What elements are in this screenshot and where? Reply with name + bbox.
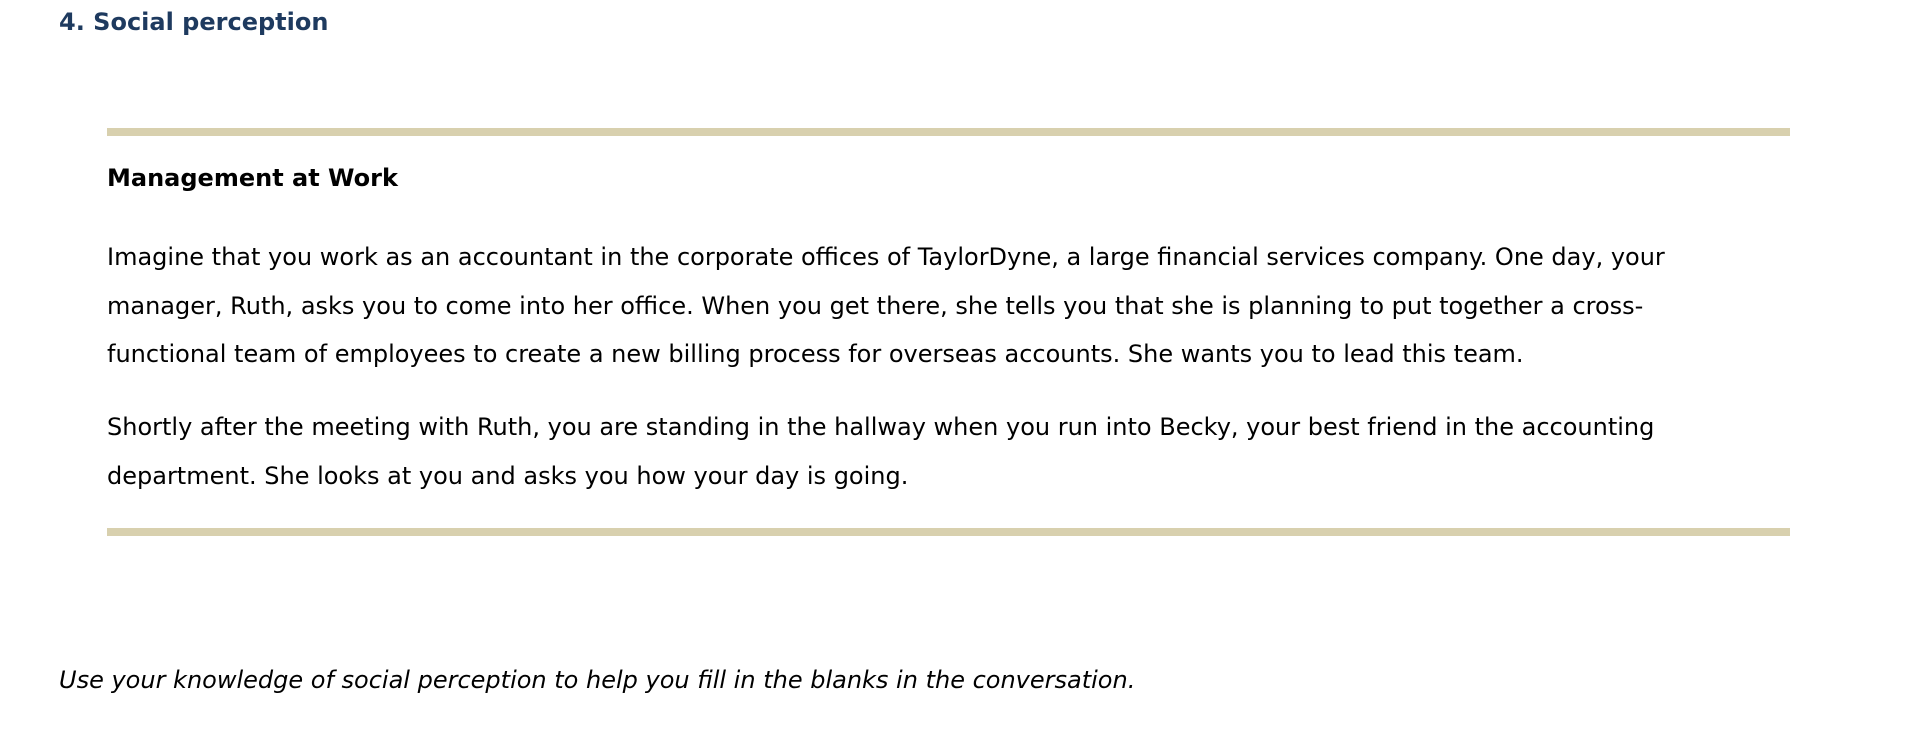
paragraph-line: manager, Ruth, asks you to come into her office. When you get there, she tells you that she is planning to put together a cross-: [107, 291, 1644, 320]
management-at-work-box: [107, 128, 1790, 536]
case-paragraph-2: [107, 403, 1747, 500]
paragraph-line: Imagine that you work as an accountant in the corporate offices of TaylorDyne, a large financial services company. One day, your: [107, 243, 1665, 271]
paragraph-line: department. She looks at you and asks you how your day is going.: [107, 461, 909, 490]
case-title: Management at Work: [107, 164, 398, 192]
section-heading: 4. Social perception: [59, 8, 329, 36]
instruction-text: Use your knowledge of social perception to help you fill in the blanks in the conversation.: [59, 666, 1136, 694]
paragraph-line: functional team of employees to create a new billing process for overseas accounts. She wants you to lead this team.: [107, 340, 1524, 368]
case-paragraph-1: [107, 233, 1747, 379]
paragraph-line: Shortly after the meeting with Ruth, you are standing in the hallway when you run into Becky, your best friend in the accounting: [107, 413, 1655, 441]
